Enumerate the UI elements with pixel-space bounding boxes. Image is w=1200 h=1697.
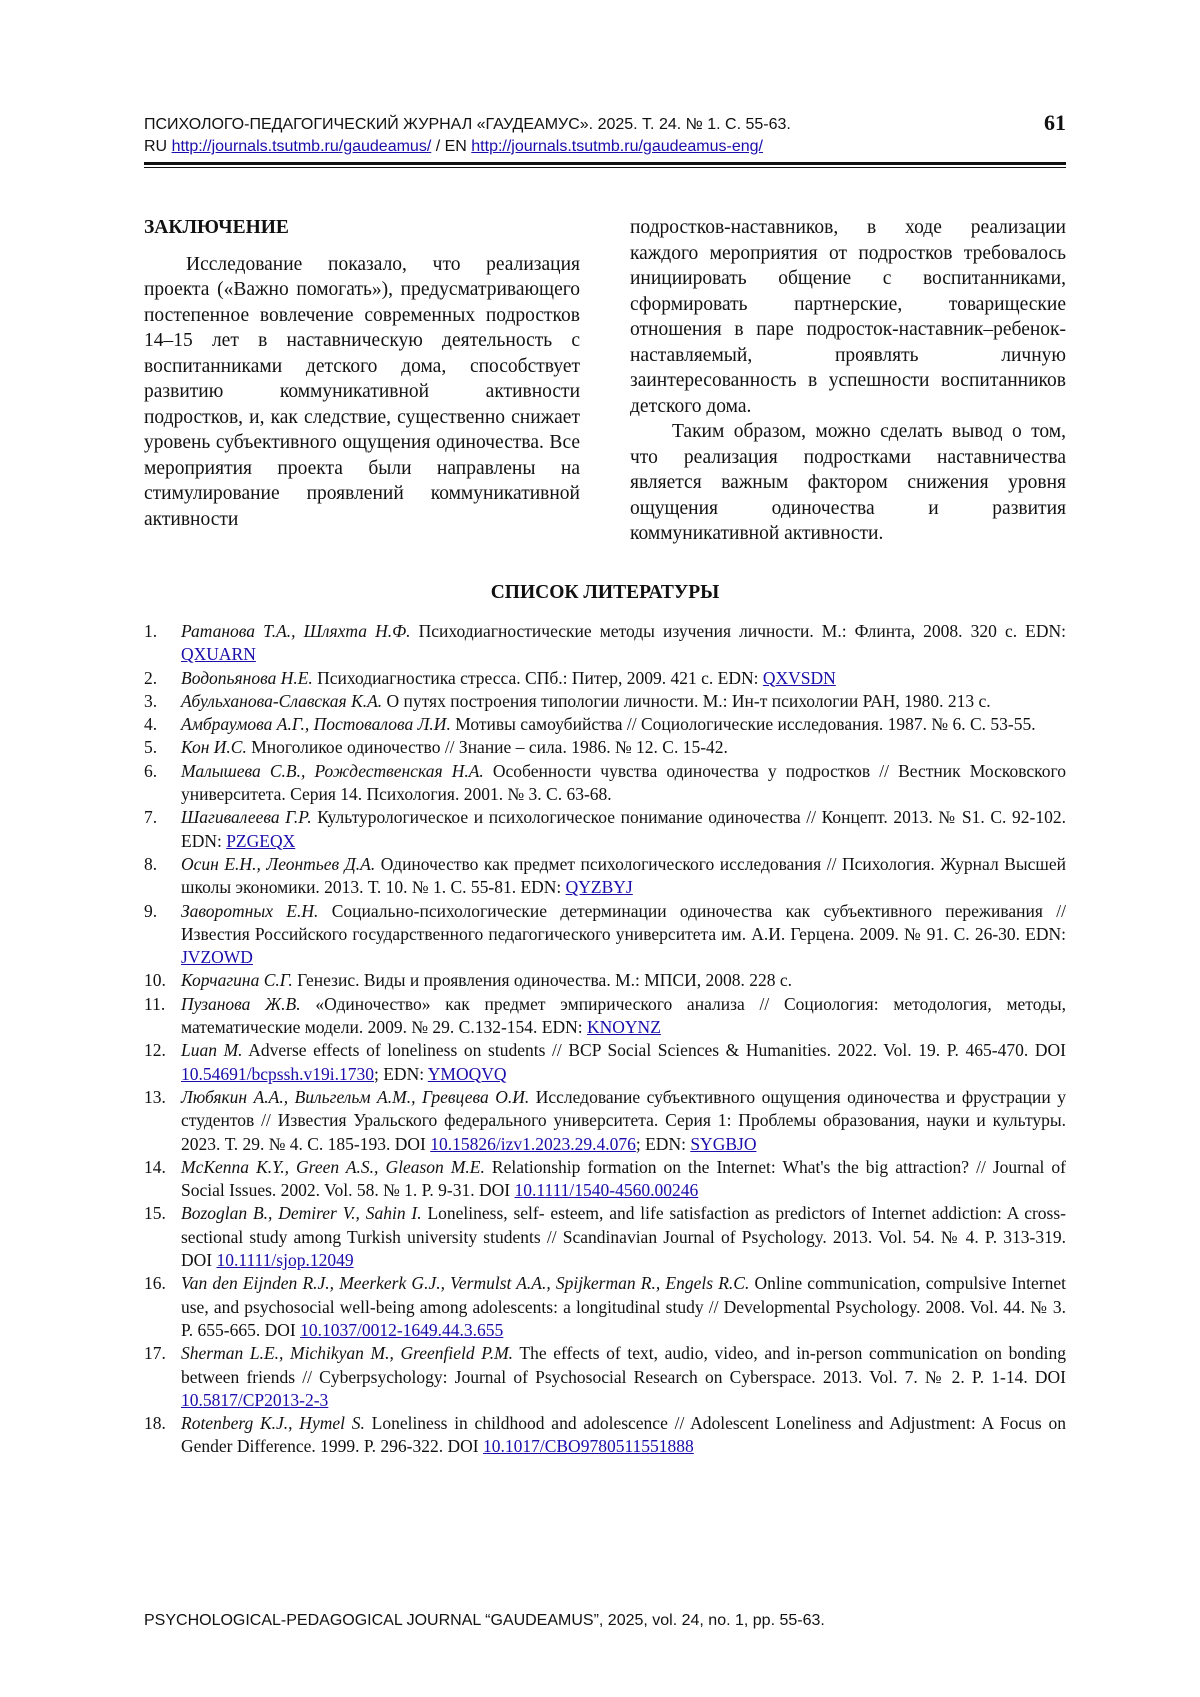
reference-item [144, 713, 1066, 736]
en-label: / EN [431, 138, 472, 155]
journal-citation-line: ПСИХОЛОГО-ПЕДАГОГИЧЕСКИЙ ЖУРНАЛ «ГАУДЕАМУС». 2025. Т. 24. № 1. С. 55-63. [144, 116, 791, 133]
reference-number: 1. [144, 621, 158, 641]
reference-link[interactable]: 10.5817/CP2013-2-3 [181, 1389, 329, 1410]
reference-authors: Амбраумова А.Г., Постовалова Л.И. [181, 714, 451, 735]
reference-item [144, 1342, 1066, 1412]
reference-number: 2. [144, 667, 158, 688]
reference-item [144, 806, 1066, 853]
reference-tail: ; EDN: [374, 1063, 428, 1084]
reference-text: Особенности чувства одиночества у подростков // Вестник Московского университета. Серия 14. Психология. 2001. № 3. С. 63-68. [181, 760, 1066, 805]
reference-item [144, 667, 1066, 690]
reference-authors: Пузанова Ж.В. [181, 993, 301, 1014]
reference-authors: Заворотных Е.Н. [181, 900, 319, 921]
reference-text: Одиночество как предмет психологического исследования // Психология. Журнал Высшей школы экономики. 2013. Т. 10. № 1. С. 55-81. EDN: [181, 853, 1067, 898]
reference-text: Relationship formation on the Internet: What's the big attraction? // Journal of Social Issues. 2002. Vol. 58. № 1. P. 9-31. DOI [181, 1156, 1066, 1201]
reference-authors: Bozoglan B., Demirer V., Sahin I. [181, 1203, 422, 1224]
journal-urls-line [144, 136, 1066, 158]
ru-label: RU [144, 138, 168, 155]
en-journal-link[interactable]: http://journals.tsutmb.ru/gaudeamus-eng/ [471, 138, 763, 155]
reference-number: 11. [144, 993, 166, 1014]
reference-number: 15. [144, 1203, 166, 1224]
reference-tail: ; EDN: [635, 1133, 691, 1154]
reference-item [144, 1086, 1066, 1156]
reference-text: Социально-психологические детерминации одиночества как субъективного переживания // Известия Российского государственного педагогического университета им. А.И. Герцена. 2009. № 91. С. 26-30. EDN: [181, 900, 1067, 944]
references-title: СПИСОК ЛИТЕРАТУРЫ [490, 582, 720, 603]
running-footer: PSYCHOLOGICAL-PEDAGOGICAL JOURNAL “GAUDEAMUS”, 2025, vol. 24, no. 1, pp. 55-63. [144, 1612, 825, 1629]
reference-link[interactable]: QXUARN [181, 644, 256, 665]
reference-authors: McKenna K.Y., Green A.S., Gleason M.E. [181, 1156, 485, 1177]
reference-authors: Осин Е.Н., Леонтьев Д.А. [181, 853, 376, 874]
reference-authors: Sherman L.E., Michikyan M., Greenfield P.M. [181, 1343, 514, 1364]
reference-link[interactable]: 10.54691/bcpssh.v19i.1730 [181, 1063, 374, 1084]
reference-text: Психодиагностические методы изучения личности. М.: Флинта, 2008. 320 с. EDN: [410, 621, 1066, 641]
conclusion-heading: ЗАКЛЮЧЕНИЕ [144, 217, 289, 238]
ru-journal-link[interactable]: http://journals.tsutmb.ru/gaudeamus/ [171, 138, 432, 155]
reference-item [144, 853, 1066, 900]
reference-number: 14. [144, 1156, 166, 1177]
reference-text: Loneliness, self- esteem, and life satisfaction as predictors of Internet addiction: A cross- sectional study among Turkish university students // Scandinavian Journal of Psychology. 2013. Vol. 54. № 4. P. 313-319. DOI [181, 1203, 1066, 1271]
reference-link[interactable]: PZGEQX [226, 830, 296, 851]
reference-number: 6. [144, 760, 158, 781]
reference-edn-link[interactable]: SYGBJO [690, 1133, 757, 1154]
reference-link[interactable]: 10.1017/CBO9780511551888 [482, 1436, 694, 1457]
reference-item [144, 760, 1066, 807]
header-rule-thin [144, 167, 1066, 168]
reference-link[interactable]: 10.1037/0012-1649.44.3.655 [300, 1319, 504, 1340]
reference-number: 17. [144, 1343, 166, 1364]
reference-text: Исследование субъективного ощущения одиночества и фрустрации у студентов // Известия Уральского федерального университета. Серия 1: Проблемы образования, науки и культуры. 2023. Т. 29. № 4. С. 185-193. DOI [181, 1086, 1067, 1154]
reference-text: Многоликое одиночество // Знание – сила. 1986. № 12. С. 15-42. [246, 737, 728, 758]
reference-authors: Ратанова Т.А., Шляхта Н.Ф. [181, 621, 411, 641]
reference-item [144, 993, 1066, 1040]
reference-number: 7. [144, 807, 158, 828]
conclusion-paragraph-1: Исследование показало, что реализация проекта («Важно помогать»), предусматривающего постепенное вовлечение современных подростков 14–15 лет в наставническую деятельность с воспитанниками детского дома, способствует развитию коммуникативной активности подростков, и, как следствие, существенно снижает уровень субъективного ощущения одиночества. Все мероприятия проекта были направлены на стимулирование проявлений коммуникативной активности [144, 253, 580, 530]
reference-item [144, 1156, 1066, 1203]
reference-text: «Одиночество» как предмет эмпирического анализа // Социология: методология, методы, математические модели. 2009. № 29. С.132-154. EDN: [181, 993, 1066, 1038]
reference-number: 8. [144, 853, 158, 874]
reference-number: 13. [144, 1086, 166, 1107]
reference-text: Мотивы самоубийства // Социологические исследования. 1987. № 6. С. 53-55. [450, 714, 1036, 735]
conclusion-left-column [144, 215, 580, 532]
reference-text: Генезис. Виды и проявления одиночества. М.: МПСИ, 2008. 228 с. [292, 970, 793, 991]
reference-item [144, 1202, 1066, 1272]
reference-number: 18. [144, 1413, 166, 1434]
reference-text: Adverse effects of loneliness on students // BCP Social Sciences & Humanities. 2022. Vol. 19. P. 465-470. DOI [242, 1040, 1066, 1061]
reference-authors: Шагивалеева Г.Р. [181, 807, 312, 828]
reference-authors: Абульханова-Славская К.А. [181, 690, 383, 711]
reference-item [144, 969, 1066, 992]
reference-text: О путях построения типологии личности. М.: Ин-т психологии РАН, 1980. 213 с. [382, 690, 991, 711]
reference-text: Психодиагностика стресса. СПб.: Питер, 2009. 421 с. EDN: [312, 667, 763, 688]
running-header [144, 110, 1066, 158]
reference-number: 10. [144, 970, 166, 991]
reference-number: 16. [144, 1273, 166, 1294]
reference-link[interactable]: 10.15826/izv1.2023.29.4.076 [430, 1133, 636, 1154]
reference-item [144, 1039, 1066, 1086]
reference-link[interactable]: KNOYNZ [587, 1017, 661, 1038]
conclusion-paragraph-1-cont: подростков-наставников, в ходе реализации каждого мероприятия от подростков требовалось инициировать общение с воспитанниками, сформировать партнерские, товарищеские отношения в паре подросток-наставник–ребенок-наставляемый, проявлять личную заинтересованность в успешности воспитанников детского дома. [630, 217, 1066, 417]
reference-item [144, 736, 1066, 759]
reference-authors: Van den Eijnden R.J., Meerkerk G.J., Vermulst A.A., Spijkerman R., Engels R.C. [181, 1273, 750, 1294]
header-rule-thick [144, 162, 1066, 165]
reference-item [144, 1272, 1066, 1342]
reference-link[interactable]: 10.1111/1540-4560.00246 [514, 1180, 699, 1201]
conclusion-paragraph-2: Таким образом, можно сделать вывод о том, что реализация подростками наставничества является важным фактором снижения уровня ощущения одиночества и развития коммуникативной активности. [630, 421, 1066, 544]
conclusion-right-column [630, 215, 1066, 547]
reference-link[interactable]: QYZBYJ [565, 877, 633, 898]
reference-text: Культурологическое и психологическое понимание одиночества // Концепт. 2013. № S1. С. 92-102. EDN: [181, 807, 1066, 851]
reference-item [144, 900, 1066, 970]
reference-item [144, 620, 1066, 667]
reference-number: 12. [144, 1040, 166, 1061]
reference-number: 3. [144, 690, 158, 711]
reference-item [144, 690, 1066, 713]
reference-authors: Кон И.С. [181, 737, 247, 758]
reference-text: Online communication, compulsive Internet use, and psychosocial well-being among adolescents: a longitudinal study // Developmental Psychology. 2008. Vol. 44. № 3. P. 655-665. DOI [181, 1273, 1066, 1340]
reference-link[interactable]: 10.1111/sjop.12049 [216, 1250, 354, 1271]
reference-number: 5. [144, 737, 158, 758]
page-number: 61 [1044, 110, 1066, 135]
reference-link[interactable]: QXVSDN [762, 667, 836, 688]
reference-authors: Luan M. [181, 1040, 243, 1061]
reference-authors: Rotenberg K.J., Hymel S. [181, 1413, 365, 1434]
reference-edn-link[interactable]: YMOQVQ [427, 1063, 507, 1084]
reference-authors: Малышева С.В., Рождественская Н.А. [181, 760, 484, 781]
reference-number: 4. [144, 714, 158, 735]
reference-authors: Корчагина С.Г. [181, 970, 293, 991]
reference-authors: Любякин А.А., Вильгельм А.М., Гревцева О.И. [181, 1086, 530, 1107]
references-list [144, 620, 1066, 1459]
reference-text: Loneliness in childhood and adolescence // Adolescent Loneliness and Adjustment: A Focus on Gender Difference. 1999. P. 296-322. DOI [181, 1413, 1066, 1457]
reference-text: The effects of text, audio, video, and in-person communication on bonding between friends // Cyberpsychology: Journal of Psychosocial Research on Cyberspace. 2013. Vol. 7. № 2. P. 1-14. DOI [181, 1343, 1066, 1387]
reference-number: 9. [144, 900, 158, 921]
reference-link[interactable]: JVZOWD [181, 947, 253, 968]
reference-item [144, 1412, 1066, 1459]
reference-authors: Водопьянова Н.Е. [181, 667, 313, 688]
